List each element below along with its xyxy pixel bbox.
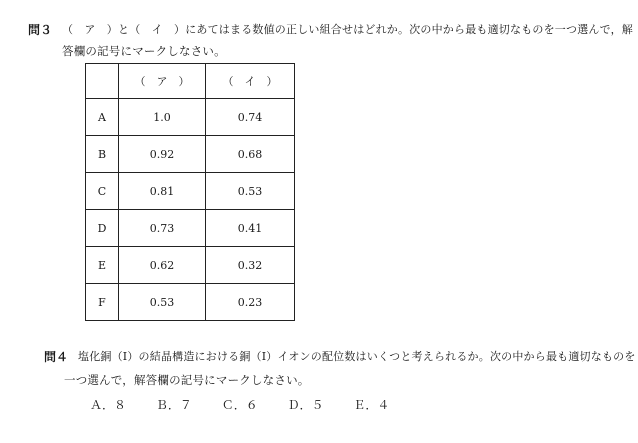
row-key: B [86,136,119,173]
value-i: 0.32 [206,247,295,284]
table-header-row [86,64,295,99]
value-a: 0.53 [119,284,206,321]
table-row [86,136,295,173]
value-a: 1.0 [119,99,206,136]
value-a: 0.73 [119,210,206,247]
row-key: F [86,284,119,321]
value-i: 0.53 [206,173,295,210]
choice-a: Ａ．８ [90,398,127,412]
table-row [86,247,295,284]
table-row [86,99,295,136]
choice-d: Ｄ．５ [287,398,324,412]
row-key: C [86,173,119,210]
choice-c: Ｃ．６ [221,398,258,412]
answer-options-table [85,63,295,321]
row-key: D [86,210,119,247]
value-a: 0.81 [119,173,206,210]
choice-b: Ｂ．７ [155,398,192,412]
table-row [86,210,295,247]
row-key: A [86,99,119,136]
q3-number: 問３ [28,23,53,37]
q3-text-line1: （ ア ）と（ イ ）にあてはまる数値の正しい組合せはどれか。次の中から最も適切なものを一つ選んで，解 [62,23,633,36]
value-i: 0.41 [206,210,295,247]
table-row [86,173,295,210]
value-a: 0.92 [119,136,206,173]
header-a: （ ア ） [119,64,206,99]
value-i: 0.74 [206,99,295,136]
value-i: 0.68 [206,136,295,173]
q4-number: 問４ [44,350,69,364]
q4-text-line2: 一つ選んで，解答欄の記号にマークしなさい。 [64,373,310,387]
header-blank [86,64,119,99]
q4-text-line1: 塩化銅（Ⅰ）の結晶構造における銅（Ⅰ）イオンの配位数はいくつと考えられるか。次の中から最も適切なものを [78,350,636,363]
choice-e: Ｅ．４ [353,398,390,412]
q4-choices [90,396,415,413]
q3-text-line2: 答欄の記号にマークしなさい。 [62,44,226,58]
value-a: 0.62 [119,247,206,284]
table-row [86,284,295,321]
header-i: （ イ ） [206,64,295,99]
row-key: E [86,247,119,284]
value-i: 0.23 [206,284,295,321]
